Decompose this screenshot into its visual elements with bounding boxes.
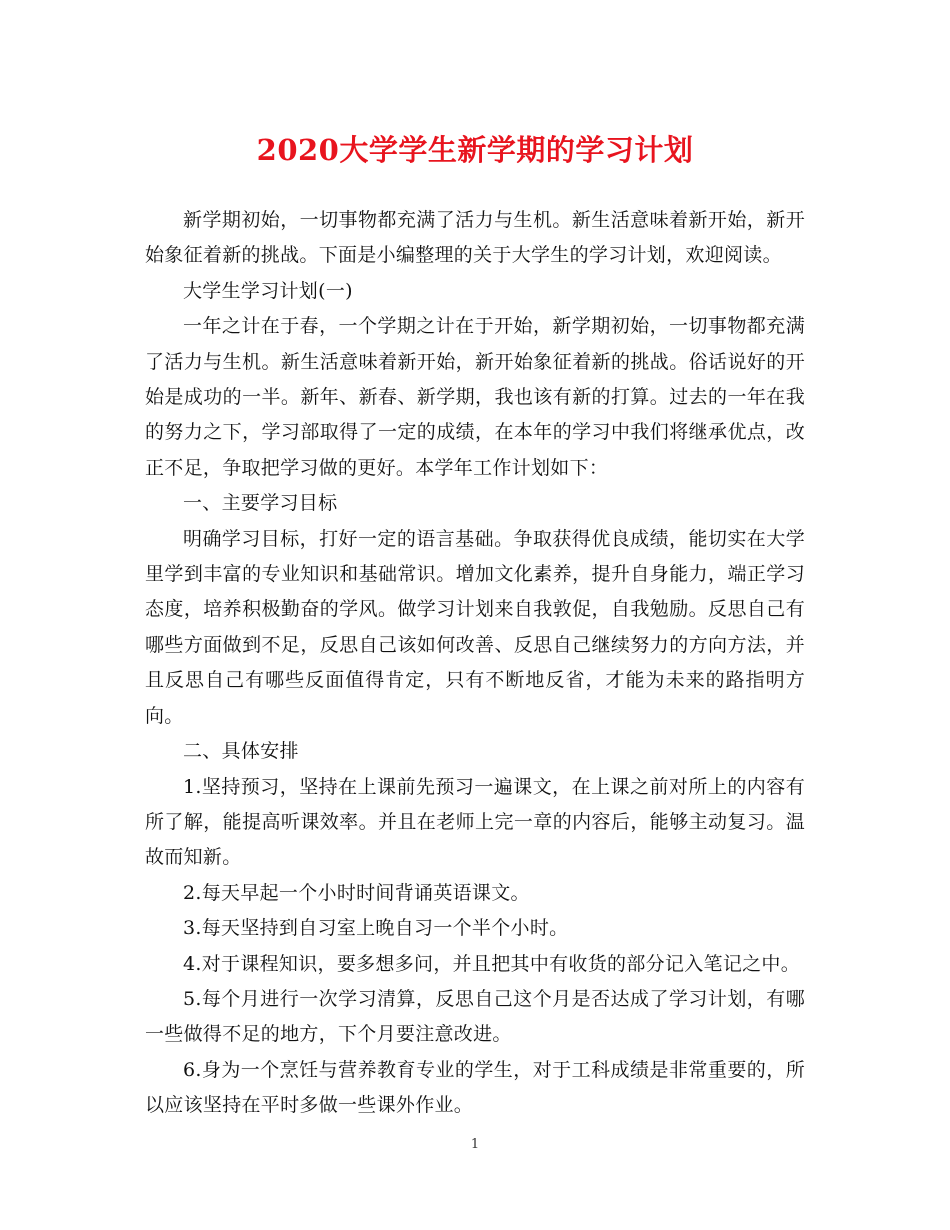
section-heading-plan-one: 大学生学习计划(一): [183, 279, 353, 302]
list-item-3: 3.每天坚持到自习室上晚自习一个半个小时。: [183, 917, 569, 940]
list-item-6: 6.身为一个烹饪与营养教育专业的学生，对于工科成绩是非常重要的，所以应该坚持在平时多做一些课外作业。: [145, 1058, 805, 1117]
section-heading-arrangement: 二、具体安排: [183, 740, 299, 763]
document-body: [145, 203, 805, 1124]
list-item-2: 2.每天早起一个小时时间背诵英语课文。: [183, 881, 530, 904]
section-heading-goals: 一、主要学习目标: [183, 492, 338, 515]
list-item-5: 5.每个月进行一次学习清算，反思自己这个月是否达成了学习计划，有哪一些做得不足的地方，下个月要注意改进。: [145, 987, 805, 1046]
document-title: 2020大学学生新学期的学习计划: [256, 133, 694, 167]
goals-paragraph: 明确学习目标，打好一定的语言基础。争取获得优良成绩，能切实在大学里学到丰富的专业知识和基础常识。增加文化素养，提升自身能力，端正学习态度，培养积极勤奋的学风。做学习计划来自我敦促，自我勉励。反思自己有哪些方面做到不足，反思自己该如何改善、反思自己继续努力的方向方法，并且反思自己有哪些反面值得肯定，只有不断地反省，才能为未来的路指明方向。: [145, 527, 805, 727]
plan-paragraph: 一年之计在于春，一个学期之计在于开始，新学期初始，一切事物都充满了活力与生机。新生活意味着新开始，新开始象征着新的挑战。俗话说好的开始是成功的一半。新年、新春、新学期，我也该有新的打算。过去的一年在我的努力之下，学习部取得了一定的成绩，在本年的学习中我们将继承优点，改正不足，争取把学习做的更好。本学年工作计划如下：: [145, 315, 805, 479]
list-item-1: 1.坚持预习，坚持在上课前先预习一遍课文，在上课之前对所上的内容有所了解，能提高听课效率。并且在老师上完一章的内容后，能够主动复习。温故而知新。: [145, 775, 805, 869]
intro-paragraph: 新学期初始，一切事物都充满了活力与生机。新生活意味着新开始，新开始象征着新的挑战。下面是小编整理的关于大学生的学习计划，欢迎阅读。: [145, 209, 805, 267]
page-number: 1: [470, 1137, 480, 1152]
list-item-4: 4.对于课程知识，要多想多问，并且把其中有收货的部分记入笔记之中。: [183, 952, 801, 975]
